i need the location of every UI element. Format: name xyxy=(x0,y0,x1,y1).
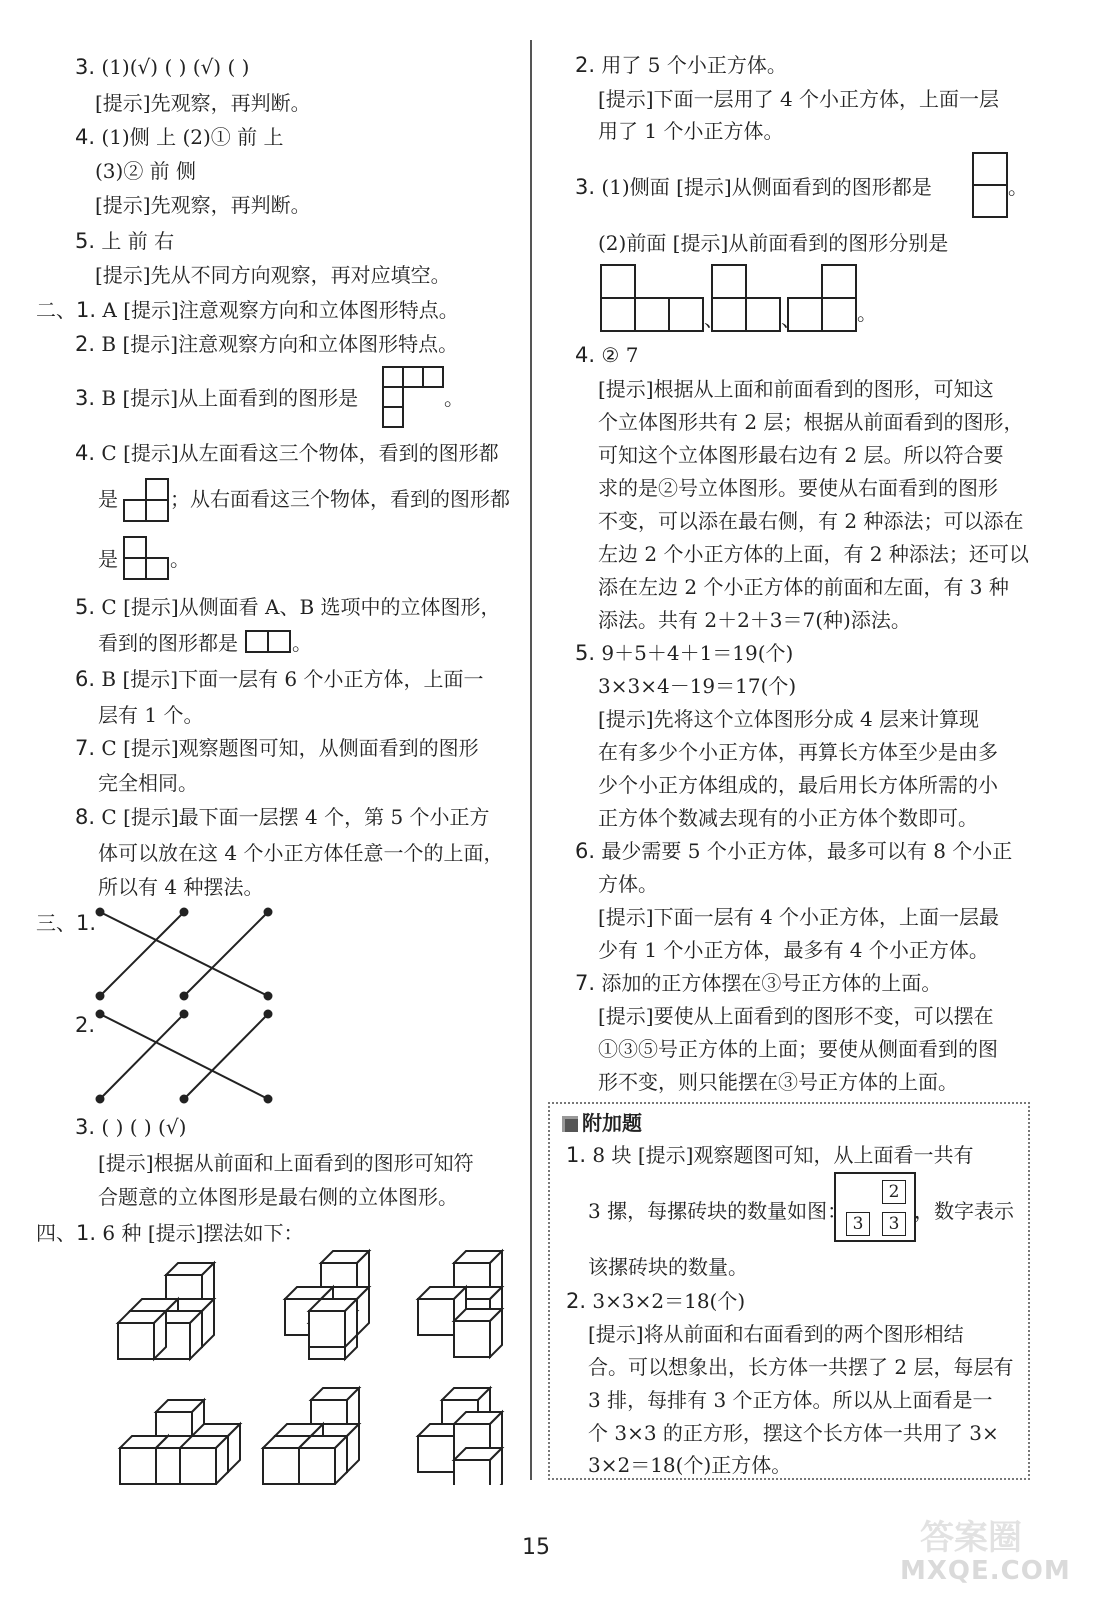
right-answer-5: 5. 9＋5＋4＋1＝19(个) xyxy=(575,641,794,665)
right-hint-4-1: [提示]根据从上面和前面看到的图形，可知这 xyxy=(598,377,994,401)
front-views xyxy=(600,264,880,334)
right-hint-7-l2: [提示]要使从上面看到的图形不变，可以摆在 xyxy=(598,1004,994,1028)
left-view-figure xyxy=(123,478,169,522)
section-three-q2: 2. xyxy=(75,1013,96,1037)
right-answer-3-end: 。 xyxy=(1008,175,1028,199)
bonus-title: 附加题 xyxy=(562,1110,642,1136)
arrangement-3 xyxy=(418,1251,502,1357)
right-answer-4: 4. ② 7 xyxy=(575,343,639,367)
section-two-q7-l2: 完全相同。 xyxy=(98,771,198,795)
right-hint-5-4: 正方体个数减去现有的小正方体个数即可。 xyxy=(598,806,978,830)
right-hint-4-4: 求的是②号立体图形。要使从右面看到的图形 xyxy=(598,476,998,500)
matching-lines-2 xyxy=(90,1005,290,1115)
arrangement-2 xyxy=(285,1251,369,1359)
bonus-q1-l2b: ，数字表示 xyxy=(914,1199,1014,1223)
right-hint-5-1: [提示]先将这个立体图形分成 4 层来计算现 xyxy=(598,707,980,731)
front-views-sep2: 、 xyxy=(781,307,801,331)
front-views-end: 。 xyxy=(857,301,877,325)
section-two-q4-l2b: ；从右面看这三个物体，看到的图形都 xyxy=(170,487,510,511)
right-hint-6-l3: [提示]下面一层有 4 个小正方体，上面一层最 xyxy=(598,905,1000,929)
section-two-q2: 2. B [提示]注意观察方向和立体图形特点。 xyxy=(75,332,459,356)
bonus-q2: 2. 3×3×2＝18(个) xyxy=(566,1289,746,1313)
stack-count: 3 xyxy=(846,1212,870,1236)
answer-4: 4. (1)侧 上 (2)① 前 上 xyxy=(75,125,284,149)
page-number: 15 xyxy=(522,1535,550,1560)
section-two-q4-l3a: 是 xyxy=(98,547,118,571)
right-answer-5-l2: 3×3×4－19＝17(个) xyxy=(598,674,797,698)
right-answer-2: 2. 用了 5 个小正方体。 xyxy=(575,53,787,77)
front-views-sep1: 、 xyxy=(704,307,724,331)
section-two-q4: 4. C [提示]从左面看这三个物体，看到的图形都 xyxy=(75,441,499,465)
right-hint-4-3: 可知这个立体图形最右边有 2 层。所以符合要 xyxy=(598,443,1004,467)
arrangement-4 xyxy=(120,1400,240,1484)
stack-count: 2 xyxy=(882,1180,906,1204)
section-two-q4-l2a: 是 xyxy=(98,487,118,511)
answer-3: 3. (1)(√) ( ) (√) ( ) xyxy=(75,55,250,79)
matching-lines-1 xyxy=(90,900,290,1010)
section-two-q3-end: 。 xyxy=(444,386,464,410)
arrangement-1 xyxy=(118,1263,214,1359)
hint-5: [提示]先从不同方向观察，再对应填空。 xyxy=(95,263,451,287)
right-answer-6: 6. 最少需要 5 个小正方体，最多可以有 8 个小正 xyxy=(575,839,1013,863)
right-hint-4-5: 不变，可以添在最右侧，有 2 种添法；可以添在 xyxy=(598,509,1024,533)
right-view-figure xyxy=(123,536,169,580)
hint-4: [提示]先观察，再判断。 xyxy=(95,193,311,217)
side-view-vertical xyxy=(972,152,1008,218)
section-three-q1: 三、1. xyxy=(36,911,97,935)
right-hint-2-l2: [提示]下面一层用了 4 个小正方体，上面一层 xyxy=(598,87,1000,111)
right-hint-7-l3: ①③⑤号正方体的上面；要使从侧面看到的图 xyxy=(598,1037,998,1061)
right-hint-6-l4: 少有 1 个小正方体，最多有 4 个小正方体。 xyxy=(598,938,989,962)
bonus-q1-l3: 该摞砖块的数量。 xyxy=(588,1255,748,1279)
cube-arrangements xyxy=(100,1245,530,1485)
bonus-hint-2: 合。可以想象出，长方体一共摆了 2 层，每层有 xyxy=(588,1355,1014,1379)
right-answer-6-l2: 方体。 xyxy=(598,872,658,896)
right-answer-3-l2: (2)前面 [提示]从前面看到的图形分别是 xyxy=(598,231,949,255)
section-two-q3: 3. B [提示]从上面看到的图形是 xyxy=(75,386,359,410)
arrangement-6 xyxy=(418,1388,502,1485)
top-view-figure xyxy=(382,366,444,428)
right-answer-3: 3. (1)侧面 [提示]从侧面看到的图形都是 xyxy=(575,175,932,199)
section-two-q5: 5. C [提示]从侧面看 A、B 选项中的立体图形， xyxy=(75,595,501,619)
bonus-q1: 1. 8 块 [提示]观察题图可知，从上面看一共有 xyxy=(566,1143,974,1167)
bonus-hint-1: [提示]将从前面和右面看到的两个图形相结 xyxy=(588,1322,964,1346)
brick-stack-diagram xyxy=(834,1172,916,1242)
hint-3: [提示]先观察，再判断。 xyxy=(95,91,311,115)
section-two-q5-l2: 看到的图形都是 xyxy=(98,631,238,655)
bonus-q1-l2a: 3 摞，每摞砖块的数量如图： xyxy=(588,1199,848,1223)
answer-4-line2: (3)② 前 侧 xyxy=(95,159,197,183)
section-three-hint-l3: 合题意的立体图形是最右侧的立体图形。 xyxy=(98,1185,458,1209)
bonus-icon xyxy=(562,1116,578,1132)
section-three-hint-l2: [提示]根据从前面和上面看到的图形可知符 xyxy=(98,1151,474,1175)
stack-count: 3 xyxy=(882,1212,906,1236)
section-two-q7: 7. C [提示]观察题图可知，从侧面看到的图形 xyxy=(75,736,479,760)
section-two-q6: 6. B [提示]下面一层有 6 个小正方体，上面一 xyxy=(75,667,484,691)
bonus-hint-4: 个 3×3 的正方形，摆这个长方体一共用了 3× xyxy=(588,1421,999,1445)
section-two-q8: 8. C [提示]最下面一层摆 4 个，第 5 个小正方 xyxy=(75,805,490,829)
section-two-q1: 二、1. A [提示]注意观察方向和立体图形特点。 xyxy=(36,298,459,322)
right-hint-4-8: 添法。共有 2＋2＋3＝7(种)添法。 xyxy=(598,608,911,632)
answer-5: 5. 上 前 右 xyxy=(75,229,175,253)
section-three-q3: 3. ( ) ( ) (√) xyxy=(75,1115,187,1139)
section-two-q4-l3b: 。 xyxy=(170,547,190,571)
right-hint-5-3: 少个小正方体组成的，最后用长方体所需的小 xyxy=(598,773,998,797)
bonus-hint-3: 3 排，每排有 3 个正方体。所以从上面看是一 xyxy=(588,1388,993,1412)
right-hint-7-l4: 形不变，则只能摆在③号正方体的上面。 xyxy=(598,1070,958,1094)
watermark-logo: 答案圈 xyxy=(920,1518,1022,1558)
column-divider xyxy=(530,40,532,1480)
right-answer-7: 7. 添加的正方体摆在③号正方体的上面。 xyxy=(575,971,942,995)
right-hint-4-7: 添在左边 2 个小正方体的前面和左面，有 3 种 xyxy=(598,575,1009,599)
right-hint-4-2: 个立体图形共有 2 层；根据从前面看到的图形， xyxy=(598,410,1024,434)
watermark-url: MXQE.COM xyxy=(900,1556,1071,1586)
arrangement-5 xyxy=(263,1388,359,1484)
right-hint-4-6: 左边 2 个小正方体的上面，有 2 种添法；还可以 xyxy=(598,542,1029,566)
right-hint-5-2: 在有多少个小正方体，再算长方体至少是由多 xyxy=(598,740,998,764)
right-hint-2-l3: 用了 1 个小正方体。 xyxy=(598,119,784,143)
section-two-q8-l3: 所以有 4 种摆法。 xyxy=(98,875,264,899)
section-four-q1: 四、1. 6 种 [提示]摆法如下： xyxy=(36,1221,304,1245)
section-two-q5-end: 。 xyxy=(292,631,312,655)
section-two-q6-l2: 层有 1 个。 xyxy=(98,703,204,727)
bonus-hint-5: 3×2＝18(个)正方体。 xyxy=(588,1453,792,1477)
section-two-q8-l2: 体可以放在这 4 个小正方体任意一个的上面， xyxy=(98,841,504,865)
side-view-figure xyxy=(245,630,291,654)
